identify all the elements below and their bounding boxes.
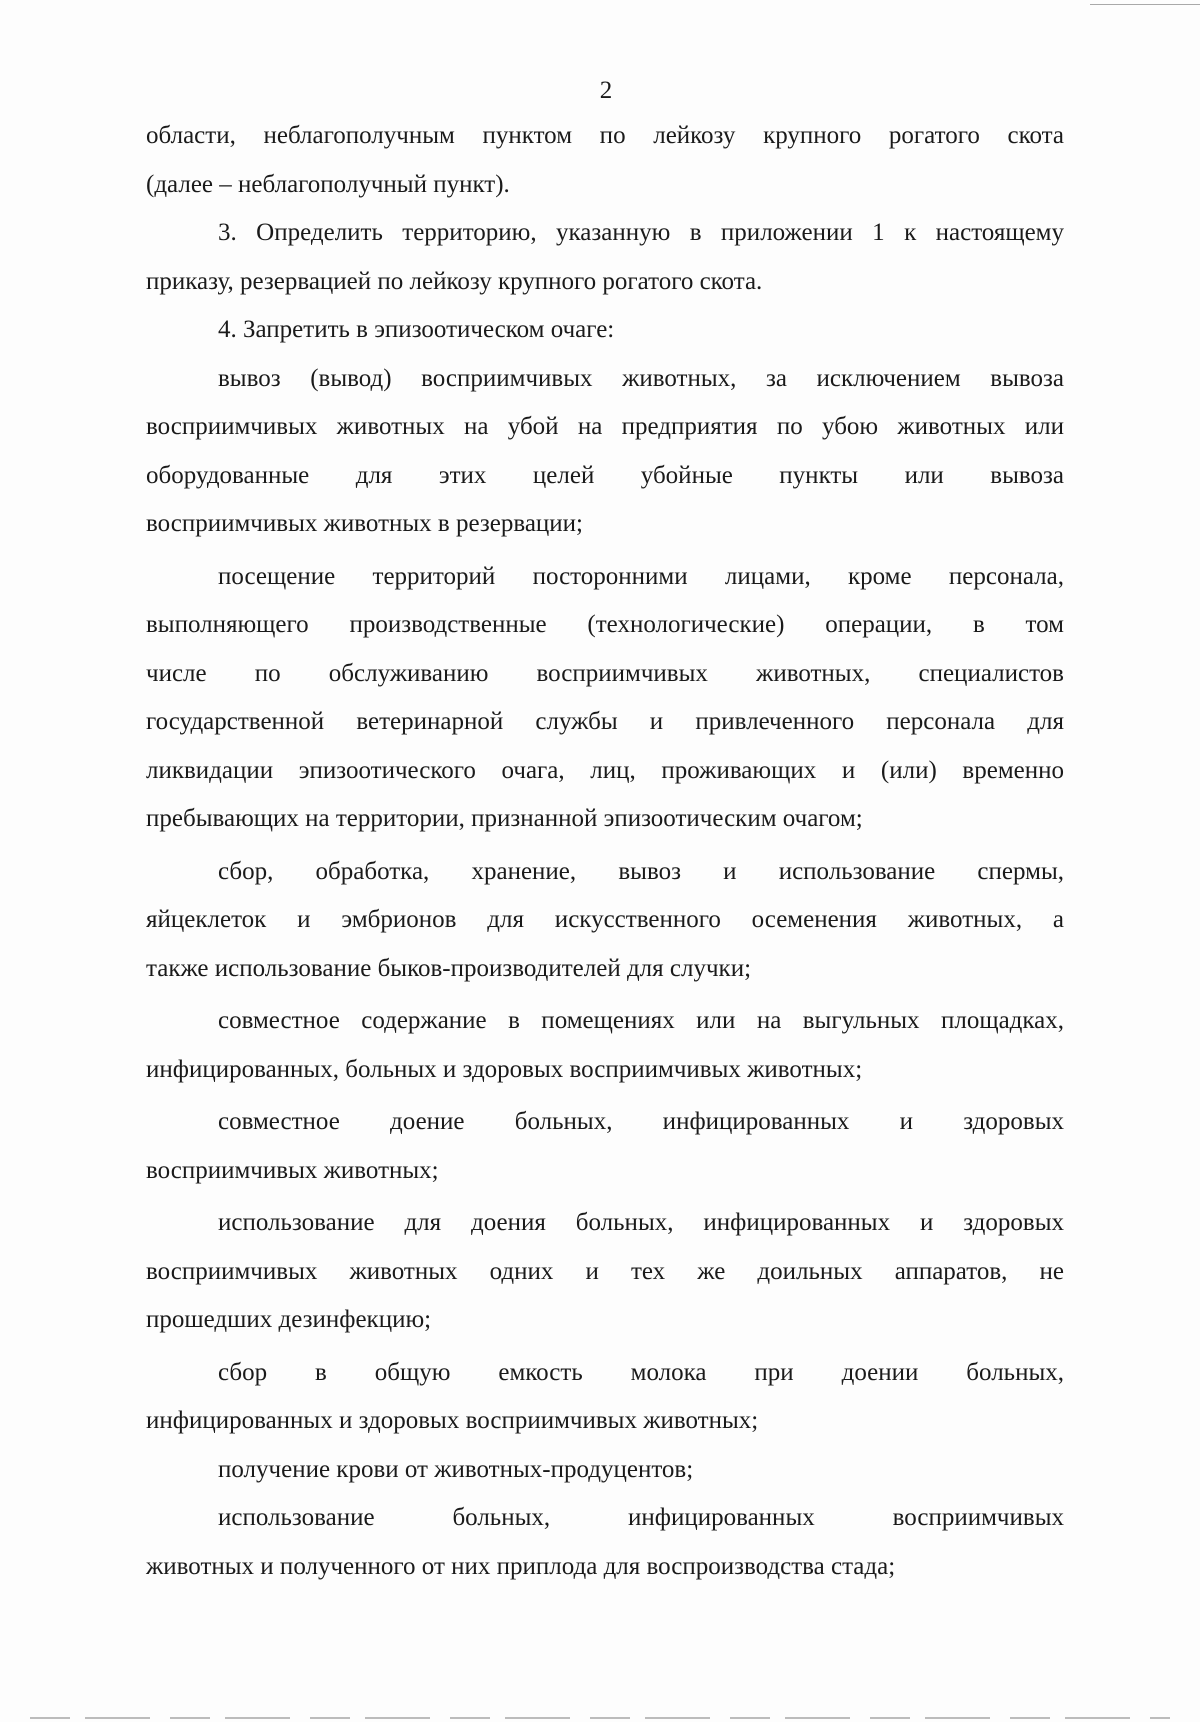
text-line: также использование быков-производителей для случки; xyxy=(146,954,752,982)
text-line: инфицированных и здоровых восприимчивых животных; xyxy=(146,1407,759,1434)
text-line: оборудованные для этих целей убойные пункты или вывоза xyxy=(146,461,1064,489)
paragraph xyxy=(146,209,1064,306)
text-line: совместное содержание в помещениях или на выгульных площадках, xyxy=(218,1007,1064,1034)
paragraph xyxy=(146,848,1064,994)
text-line: инфицированных, больных и здоровых восприимчивых животных; xyxy=(146,1055,863,1083)
page-number: 2 xyxy=(599,77,613,104)
text-line: вывоз (вывод) восприимчивых животных, за исключением вывоза xyxy=(218,364,1064,392)
text-line: 3. Определить территорию, указанную в приложении 1 к настоящему xyxy=(218,219,1064,246)
text-line: области, неблагополучным пунктом по лейкозу крупного рогатого скота xyxy=(146,122,1064,149)
text-line: использование больных, инфицированных восприимчивых xyxy=(218,1504,1064,1531)
text-line: сбор, обработка, хранение, вывоз и использование спермы, xyxy=(218,857,1064,885)
text-line: восприимчивых животных в резервации; xyxy=(146,510,583,537)
text-line: получение крови от животных-продуцентов; xyxy=(218,1455,694,1483)
text-line: восприимчивых животных на убой на предприятия по убою животных или xyxy=(146,413,1064,440)
paragraph xyxy=(146,553,1064,844)
text-line: выполняющего производственные (технологические) операции, в том xyxy=(146,611,1064,638)
text-line: восприимчивых животных; xyxy=(146,1156,439,1184)
text-line: восприимчивых животных одних и тех же доильных аппаратов, не xyxy=(146,1257,1064,1285)
text-line: прошедших дезинфекцию; xyxy=(146,1306,432,1333)
scan-edge-line xyxy=(1090,4,1200,5)
paragraph xyxy=(146,1446,1064,1495)
text-line: (далее – неблагополучный пункт). xyxy=(146,170,510,198)
text-line: яйцеклеток и эмбрионов для искусственного осеменения животных, а xyxy=(146,906,1064,933)
text-line: 4. Запретить в эпизоотическом очаге: xyxy=(218,316,615,343)
paragraph xyxy=(146,1199,1064,1345)
text-line: ликвидации эпизоотического очага, лиц, проживающих и (или) временно xyxy=(146,756,1064,784)
text-line: использование для доения больных, инфицированных и здоровых xyxy=(218,1209,1064,1236)
text-line: государственной ветеринарной службы и привлеченного персонала для xyxy=(146,708,1064,735)
paragraph xyxy=(146,1349,1064,1446)
text-line: животных и полученного от них приплода для воспроизводства стада; xyxy=(146,1552,896,1580)
text-line: совместное доение больных, инфицированных и здоровых xyxy=(218,1108,1064,1135)
paragraph xyxy=(146,355,1064,549)
paragraph xyxy=(146,997,1064,1094)
text-line: числе по обслуживанию восприимчивых животных, специалистов xyxy=(146,659,1064,687)
paragraph xyxy=(146,1494,1064,1591)
document-body xyxy=(146,112,1064,1591)
text-line: сбор в общую емкость молока при доении больных, xyxy=(218,1358,1064,1386)
paragraph xyxy=(146,112,1064,209)
scan-edge-line xyxy=(30,1717,1170,1719)
text-line: пребывающих на территории, признанной эпизоотическим очагом; xyxy=(146,805,863,832)
paragraph xyxy=(146,306,1064,355)
text-line: приказу, резервацией по лейкозу крупного рогатого скота. xyxy=(146,267,763,295)
paragraph xyxy=(146,1098,1064,1195)
text-line: посещение территорий посторонними лицами, кроме персонала, xyxy=(218,562,1064,590)
